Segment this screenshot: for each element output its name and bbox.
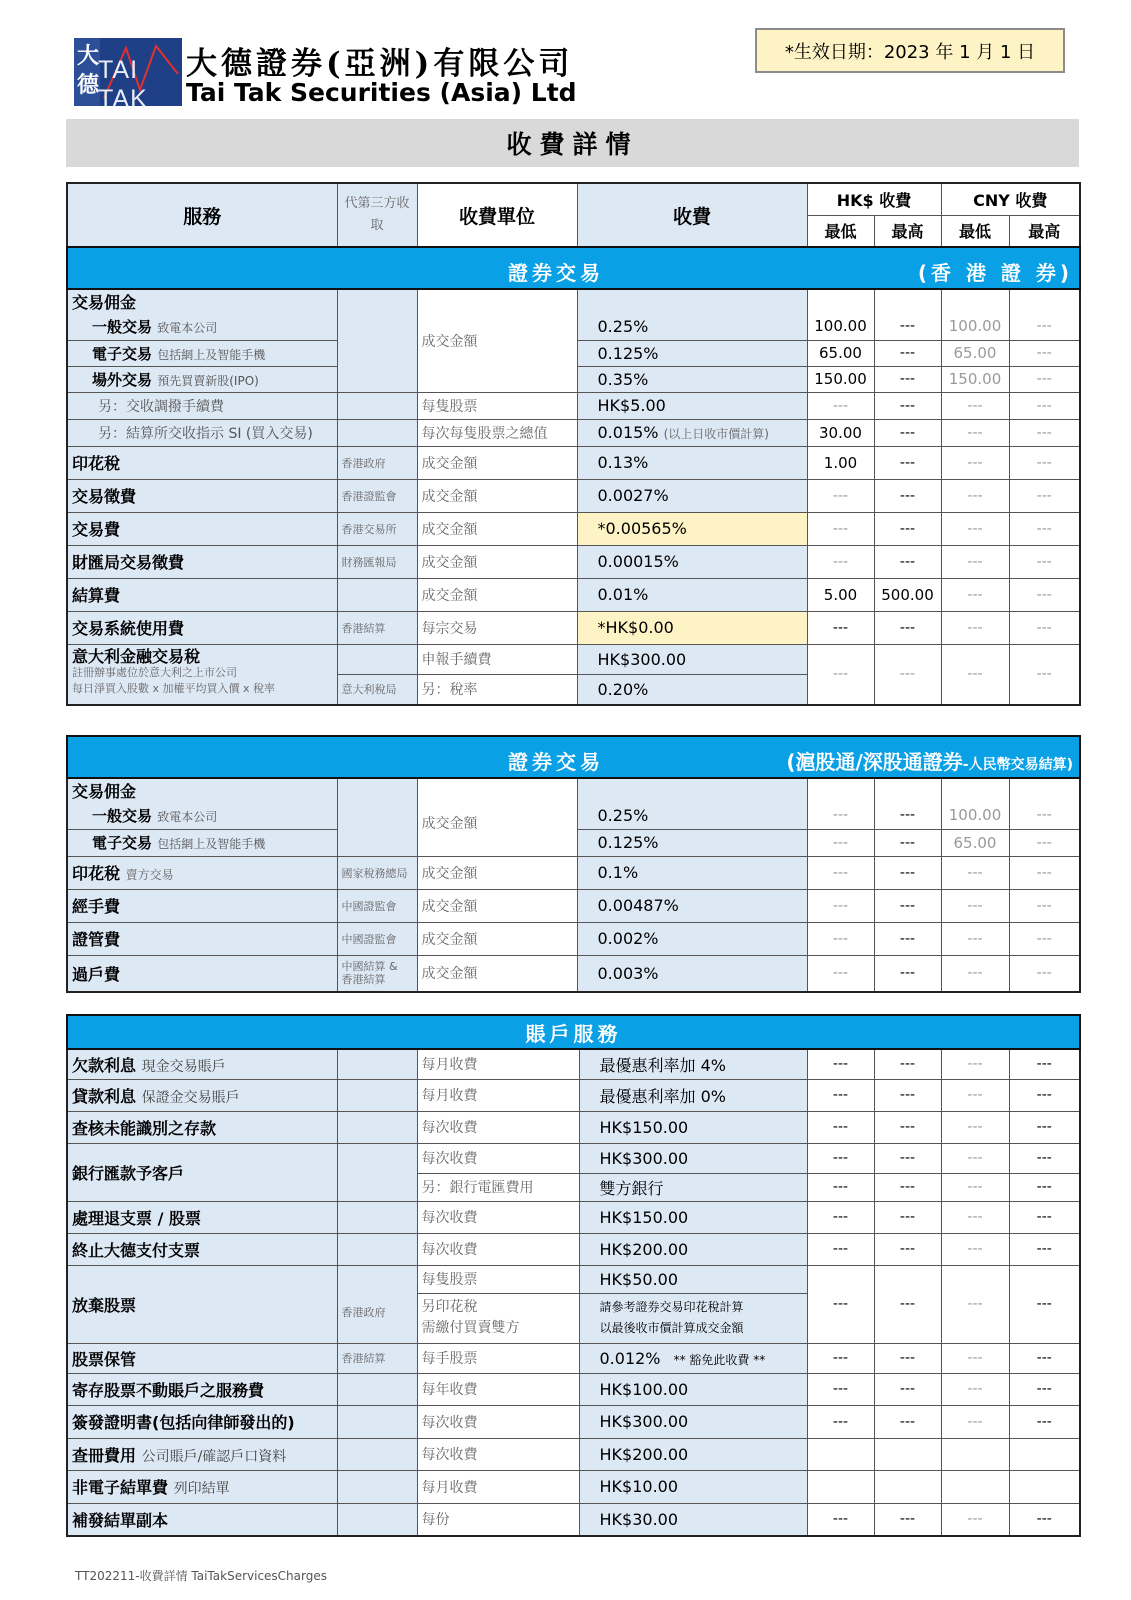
row-frc-levy: 財匯局交易徵費 [67, 545, 337, 578]
row-connect-transfer: 過戶費 [67, 955, 337, 992]
row-overdue-interest: 欠款利息 現金交易賬戶 [67, 1049, 337, 1079]
row-connect-stamp: 印花稅 賣方交易 [67, 856, 337, 889]
row-abandon-shares: 放棄股票 [67, 1265, 337, 1343]
row-trading-fee: 交易費 [67, 512, 337, 545]
col-header-service: 服務 [67, 183, 337, 247]
row-dormant-account: 寄存股票不動賬戶之服務費 [67, 1373, 337, 1405]
row-brokerage: 交易佣金 [67, 289, 337, 313]
row-settlement-fee: 結算費 [67, 578, 337, 611]
securities-hk-table: 服務 代第三方收取 收費單位 收費 HK$ 收費 CNY 收費 最低 最高 最低 最高 證券交易 (香 港 證 券) 交易佣金 成交金額 一般交易 致電本公司 0.25% 100.00 --- 100.00 --- 電子交易 包括網上及智能手機 0.125% 65.00 --- 65.00 --- 場外交易 預先買賣新股(IPO) 0.35% 150.00 --- 150.00 --- 另：交收調撥手續費 每隻股票 HK$5.00 --- --- --- --- 另：結算所交收指示 SI (買入交易) 每次每隻股票之總值 0.015% (以上日收市價計算) 30.00 --- --- --- 印花稅 香港政府 成交金額 0.13% 1.00 --- --- --- 交易徵費 香港證監會 成交金額 0.0027% --- --- --- --- 交易費 香港交易所 成交金額 *0.00565% --- --- --- --- 財匯局交易徵費 財務匯報局 成交金額 0.00015% --- --- --- --- 結算費 成交金額 0.01% 5.00 500.00 --- --- 交易系統使用費 香港結算 每宗交易 *HK$0.00 --- --- --- --- 意大利金融交易稅 註冊辦事處位於意大利之上市公司 每日淨買入股數 x 加權平均買入價 x 稅率 申報手續費 HK$300.00 --- --- --- --- 意大利稅局 另：稅率 0.20% [66, 182, 1081, 706]
row-certificate: 簽發證明書(包括向律師發出的) [67, 1405, 337, 1438]
row-connect-handling: 經手費 [67, 889, 337, 922]
effective-date-box: *生效日期：2023 年 1 月 1 日 [755, 28, 1065, 73]
row-transfer-fee: 另：交收調撥手續費 [67, 392, 337, 419]
col-header-cny-max: 最高 [1009, 215, 1080, 247]
section-right-hk: (香 港 證 券) [917, 261, 1074, 285]
section-bar-account [67, 1015, 1080, 1049]
col-header-third: 代第三方收取 [337, 183, 417, 247]
row-bank-remittance: 銀行匯款予客戶 [67, 1143, 337, 1201]
col-header-hk: HK$ 收費 [807, 183, 941, 215]
logo-cn-text: 大德 [77, 43, 100, 98]
row-otc-trade: 場外交易 預先買賣新股(IPO) [67, 366, 337, 392]
section-bar-connect [67, 736, 1080, 778]
col-header-fee: 收費 [577, 183, 807, 247]
logo-en-text: TAI TAK [98, 56, 148, 106]
footer-doc-code: TT202211-收費詳情 TaiTakServicesCharges [75, 1569, 327, 1583]
row-stamp-duty: 印花稅 [67, 446, 337, 479]
row-unidentified-deposit: 查核未能識別之存款 [67, 1111, 337, 1143]
section-title-account: 賬戶服務 [67, 1015, 1080, 1049]
row-statement-copy: 補發結單副本 [67, 1503, 337, 1536]
securities-connect-table: 證券交易 (滬股通/深股通證券-人民幣交易結算) 交易佣金 成交金額 一般交易 致電本公司 0.25% --- --- 100.00 --- 電子交易 包括網上及智能手機 0.125% --- --- 65.00 --- 印花稅 賣方交易 國家稅務總局 成交金額 0.1% --- --- --- --- 經手費 中國證監會 成交金額 0.00487% --- --- --- --- 證管費 中國證監會 成交金額 0.002% --- --- --- --- 過戶費 中國結算 & 香港結算 成交金額 0.003% --- --- --- --- [66, 735, 1081, 993]
header [74, 38, 674, 108]
row-general-trade: 一般交易 致電本公司 [67, 313, 337, 340]
row-si-fee: 另：結算所交收指示 SI (買入交易) [67, 419, 337, 446]
row-italy-ftt: 意大利金融交易稅 註冊辦事處位於意大利之上市公司 每日淨買入股數 x 加權平均買入價 x 稅率 [67, 644, 337, 705]
row-loan-interest: 貸款利息 保證金交易賬戶 [67, 1079, 337, 1111]
unit-amount: 成交金額 [417, 289, 577, 392]
page-title: 收費詳情 [66, 119, 1079, 167]
company-name-cn: 大德證券(亞洲)有限公司 [186, 46, 574, 82]
section-title-hk: 證券交易 [508, 261, 604, 285]
row-paper-statement: 非電子結單費 列印結單 [67, 1470, 337, 1503]
row-connect-general: 一般交易 致電本公司 [67, 802, 337, 829]
company-logo [74, 38, 182, 106]
fee-general: 0.25% [577, 313, 807, 340]
row-trading-levy: 交易徵費 [67, 479, 337, 512]
col-header-cny: CNY 收費 [941, 183, 1080, 215]
row-connect-electronic: 電子交易 包括網上及智能手機 [67, 829, 337, 856]
row-search-fee: 查冊費用 公司賬戶/確認戶口資料 [67, 1438, 337, 1470]
account-services-table: 賬戶服務 欠款利息 現金交易賬戶 每月收費 最優惠利率加 4% --- --- --- --- 貸款利息 保證金交易賬戶 每月收費 最優惠利率加 0% --- --- --- --- 查核未能識別之存款 每次收費 HK$150.00 --- --- --- --- 銀行匯款予客戶 每次收費 HK$300.00 --- --- --- --- 另：銀行電匯費用 雙方銀行 --- --- --- --- 處理退支票 / 股票 每次收費 HK$150.00 --- --- --- --- 終止大德支付支票 每次收費 HK$200.00 --- --- --- --- 放棄股票 香港政府 每隻股票 HK$50.00 --- --- --- --- 另印花稅 需繳付買賣雙方 請參考證券交易印花稅計算 以最後收市價計算成交金額 股票保管 香港結算 每手股票 0.012% ** 豁免此收費 ** --- --- --- --- 寄存股票不動賬戶之服務費 每年收費 HK$100.00 --- --- --- --- 簽發證明書(包括向律師發出的) 每次收費 HK$300.00 --- --- --- --- 查冊費用 公司賬戶/確認戶口資料 每次收費 HK$200.00 非電子結單費 列印結單 每月收費 HK$10.00 補發結單副本 每份 HK$30.00 --- --- --- --- [66, 1014, 1081, 1537]
section-title-connect: 證券交易 [508, 750, 604, 774]
row-custody: 股票保管 [67, 1343, 337, 1373]
row-stop-cheque: 終止大德支付支票 [67, 1233, 337, 1265]
col-header-hk-min: 最低 [807, 215, 874, 247]
section-bar-hk [67, 247, 1080, 289]
col-header-hk-max: 最高 [874, 215, 941, 247]
company-name-en: Tai Tak Securities (Asia) Ltd [186, 78, 577, 107]
col-header-unit: 收費單位 [417, 183, 577, 247]
row-returned-cheque: 處理退支票 / 股票 [67, 1201, 337, 1233]
col-header-cny-min: 最低 [941, 215, 1009, 247]
row-electronic-trade: 電子交易 包括網上及智能手機 [67, 340, 337, 366]
section-right-connect: (滬股通/深股通證券-人民幣交易結算) [786, 750, 1073, 774]
row-connect-brokerage: 交易佣金 [67, 778, 337, 802]
row-connect-mgmt: 證管費 [67, 922, 337, 955]
row-system-fee: 交易系統使用費 [67, 611, 337, 644]
